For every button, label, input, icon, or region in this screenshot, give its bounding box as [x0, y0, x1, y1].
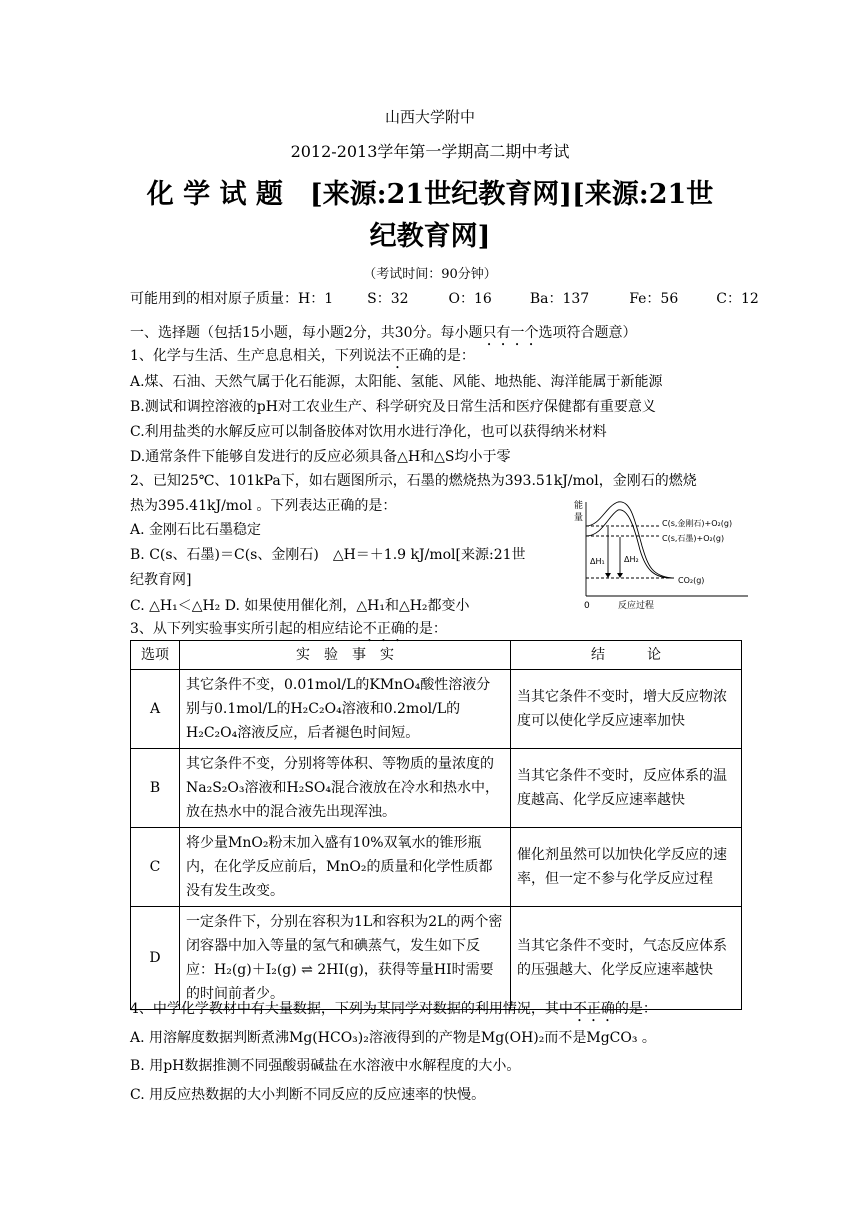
row-c-fact: 将少量MnO₂粉末加入盛有10%双氧水的锥形瓶内，在化学反应前后，MnO₂的质量和化学性质都没有发生改变。	[180, 828, 511, 907]
diagram-origin: 0	[584, 601, 590, 611]
q1-option-b: B.测试和调控溶液的pH对工农业生产、科学研究及日常生活和医疗保健都有重要意义	[130, 399, 656, 415]
row-b-conclusion: 当其它条件不变时，反应体系的温度越高、化学反应速率越快	[511, 749, 742, 828]
q4-stem-pre: 4、中学化学教材中有大量数据，下列为某同学对数据的利用情况，其中	[130, 1001, 573, 1017]
row-b-fact: 其它条件不变，分别将等体积、等物质的量浓度的Na₂S₂O₃溶液和H₂SO₄混合液放在冷水和热水中，放在热水中的混合液先出现浑浊。	[180, 749, 511, 828]
row-a-option: A	[131, 670, 180, 749]
school-name: 山西大学附中	[384, 108, 475, 126]
q4-option-b: B. 用pH数据推测不同强酸弱碱盐在水溶液中水解程度的大小。	[130, 1058, 521, 1074]
row-a-fact: 其它条件不变，0.01mol/L的KMnO₄酸性溶液分别与0.1mol/L的H₂C₂O₄溶液和0.2mol/L的H₂C₂O₄溶液反应，后者褪色时间短。	[180, 670, 511, 749]
q3-stem-post: 的是：	[404, 621, 447, 637]
table-header-row	[131, 641, 742, 670]
row-a-conclusion: 当其它条件不变时，增大反应物浓度可以使化学反应速率加快	[511, 670, 742, 749]
q1-stem-pre: 1、化学与生活、生产息息相关，下列说法	[130, 348, 391, 364]
q2-stem-line2: 热为395.41kJ/mol 。下列表达正确的是：	[130, 498, 397, 514]
table-row	[131, 670, 742, 749]
atomic-masses	[130, 290, 759, 308]
q4-stem-emphasis: 不正确	[572, 1001, 615, 1017]
mass-h: 可能用到的相对原子质量：H：1	[130, 291, 334, 307]
mass-ba: Ba：137	[529, 291, 590, 307]
q2-option-b-line1: B. C(s、石墨)＝C(s、金刚石) △H＝＋1.9 kJ/mol[来源:21世	[130, 547, 526, 563]
section-heading-post: 选项符合题意）	[538, 325, 637, 341]
q2-stem-line1: 2、已知25℃、101kPa下，如右题图所示，石墨的燃烧热为393.51kJ/mol，金刚石的燃烧	[130, 473, 697, 489]
header-fact: 实 验 事 实	[180, 641, 511, 670]
arrow-dh2-label: ΔH₂	[624, 555, 639, 564]
q3-stem-emphasis: 不正确	[362, 621, 405, 637]
diagram-ylabel-2: 量	[574, 513, 584, 523]
q1-option-d: D.通常条件下能够自发进行的反应必须具备△H和△S均小于零	[130, 449, 511, 465]
q4-option-c: C. 用反应热数据的大小判断不同反应的反应速率的快慢。	[130, 1087, 486, 1103]
row-c-conclusion: 催化剂虽然可以加快化学反应的速率，但一定不参与化学反应过程	[511, 828, 742, 907]
section-heading-pre: 一、选择题（包括15小题，每小题2分，共30分。每小题	[130, 325, 483, 341]
row-c-option: C	[131, 828, 180, 907]
q4-stem-post: 的是：	[614, 1001, 657, 1017]
table-row	[131, 907, 742, 1010]
q1-option-a: A.煤、石油、天然气属于化石能源，太阳能、氢能、风能、地热能、海洋能属于新能源	[130, 374, 663, 390]
q1-stem-post: 正确的是：	[404, 348, 475, 364]
curve-diamond	[586, 502, 672, 578]
table-row	[131, 828, 742, 907]
mass-fe: Fe：56	[629, 291, 679, 307]
q2-option-cd: C. △H₁＜△H₂ D. 如果使用催化剂，△H₁和△H₂都变小	[130, 598, 470, 614]
exam-time: （考试时间：90分钟）	[363, 267, 497, 282]
diagram-ylabel-1: 能	[574, 501, 584, 511]
level-graphite-label: C(s,石墨)+O₂(g)	[662, 534, 725, 543]
experiment-table	[130, 640, 742, 1010]
title-line-1: 化 学 试 题 [来源:21世纪教育网][来源:21世	[146, 179, 714, 210]
mass-o: O：16	[448, 291, 492, 307]
exam-name: 2012-2013学年第一学期高二期中考试	[290, 142, 570, 161]
mass-c: C：12	[716, 291, 759, 307]
q4-option-a: A. 用溶解度数据判断煮沸Mg(HCO₃)₂溶液得到的产物是Mg(OH)₂而不是MgCO₃ 。	[130, 1030, 656, 1046]
row-b-option: B	[131, 749, 180, 828]
row-d-fact: 一定条件下，分别在容积为1L和容积为2L的两个密闭容器中加入等量的氢气和碘蒸气，发生如下反应：H₂(g)＋I₂(g) ⇌ 2HI(g)，获得等量HI时需要的时间前者少。	[180, 907, 511, 1010]
q2-option-a: A. 金刚石比石墨稳定	[130, 522, 262, 538]
diagram-xlabel: 反应过程	[618, 601, 655, 611]
row-d-conclusion: 当其它条件不变时，气态反应体系的压强越大、化学反应速率越快	[511, 907, 742, 1010]
header-conclusion: 结 论	[511, 641, 742, 670]
q4-stem	[130, 1000, 657, 1025]
q2-option-b-line2: 纪教育网]	[130, 572, 192, 588]
header-option: 选项	[131, 641, 180, 670]
q1-option-c: C.利用盐类的水解反应可以制备胶体对饮用水进行净化，也可以获得纳米材料	[130, 424, 607, 440]
row-d-option: D	[131, 907, 180, 1010]
section-heading	[130, 324, 637, 349]
q1-stem	[130, 347, 475, 372]
q1-stem-emphasis: 不	[390, 348, 405, 364]
mass-s: S：32	[367, 291, 409, 307]
arrow-dh1-label: ΔH₁	[590, 557, 605, 566]
table-row	[131, 749, 742, 828]
q3-stem-pre: 3、从下列实验事实所引起的相应结论	[130, 621, 363, 637]
title-line-2: 纪教育网]	[369, 221, 491, 252]
level-diamond-label: C(s,金刚石)+O₂(g)	[662, 519, 733, 528]
section-heading-emphasis: 只有一个	[482, 325, 539, 341]
energy-diagram	[572, 496, 752, 614]
level-co2-label: CO₂(g)	[678, 576, 705, 585]
